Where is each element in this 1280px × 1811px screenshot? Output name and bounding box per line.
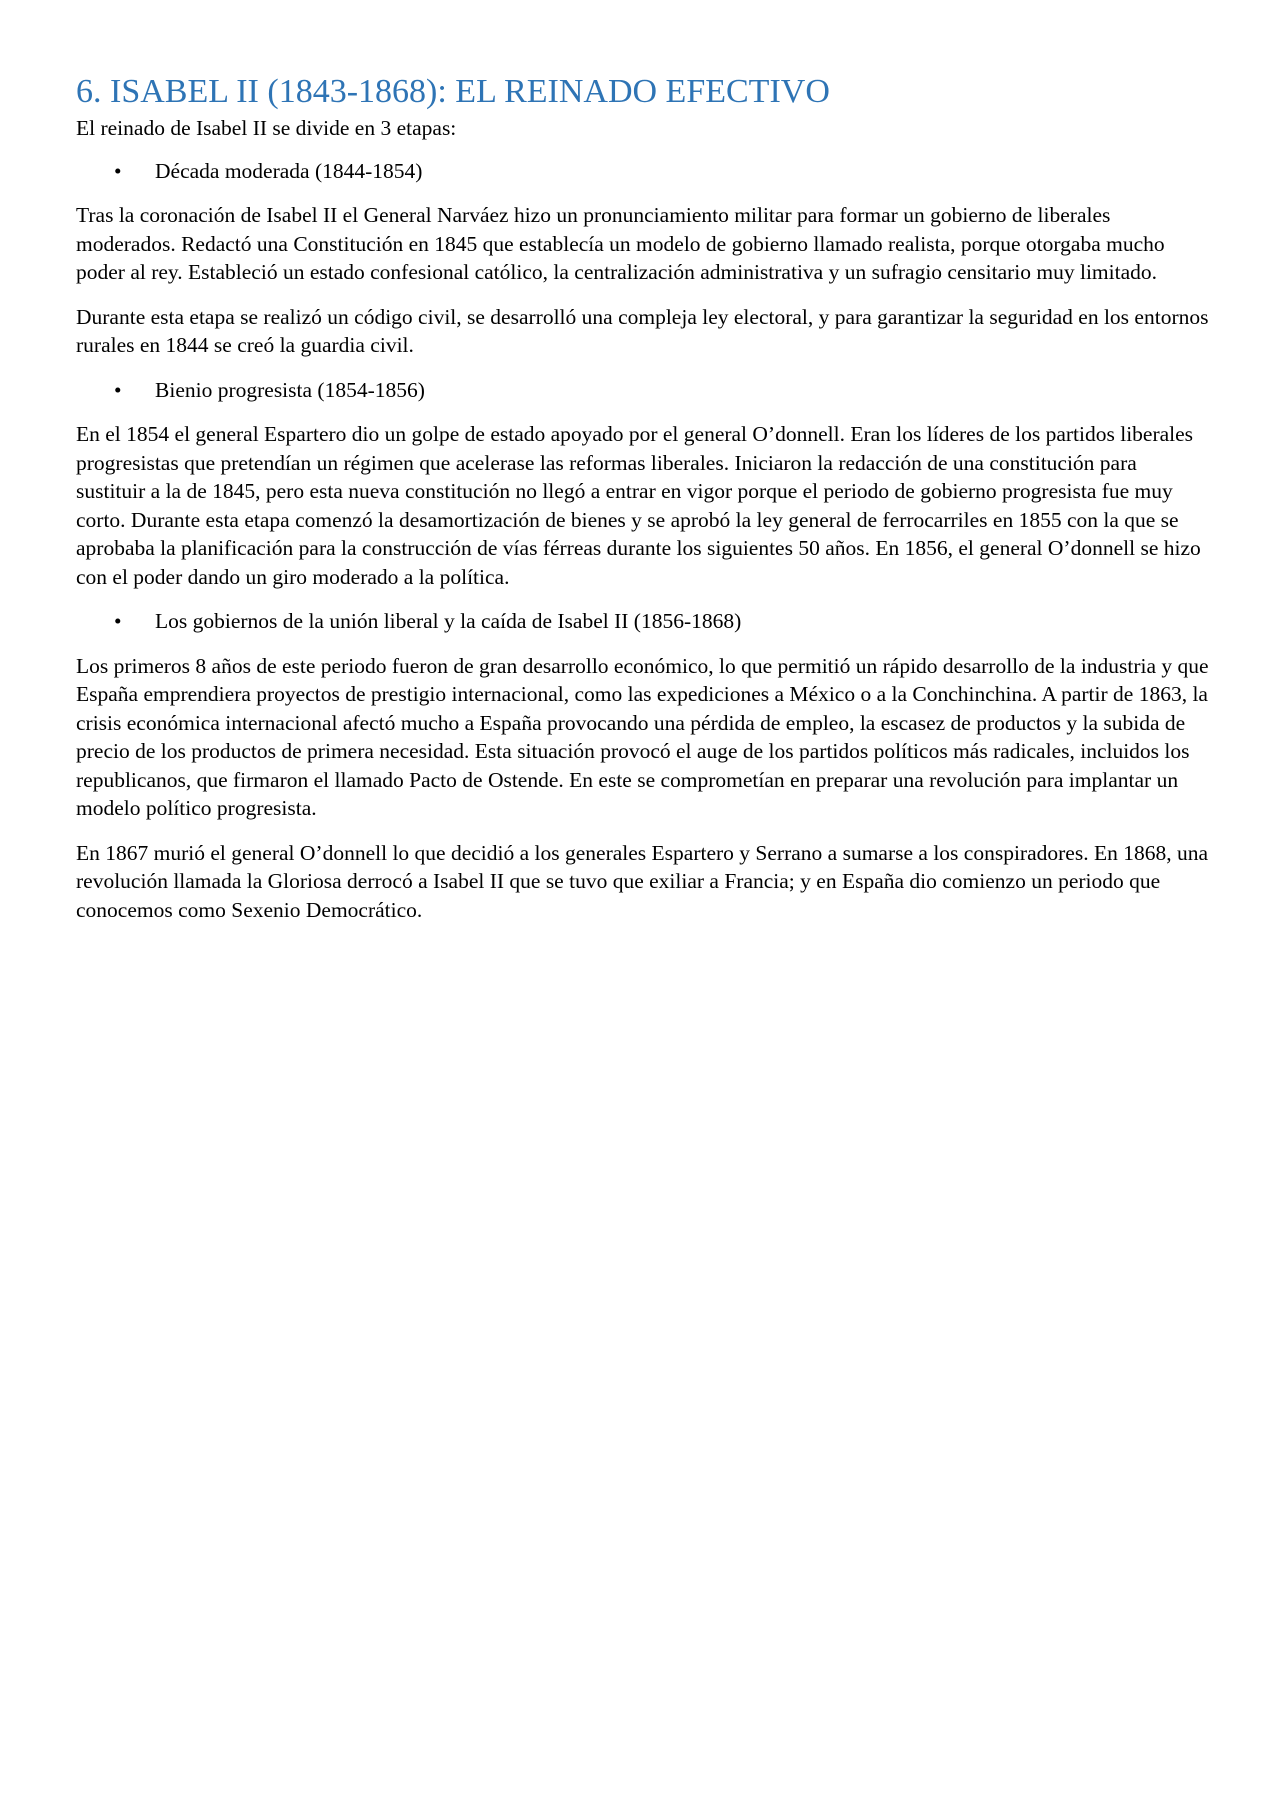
section-heading-label: Los gobiernos de la unión liberal y la caída de Isabel II (1856-1868): [155, 609, 742, 633]
section-heading-label: Década moderada (1844-1854): [155, 158, 423, 183]
paragraph: Durante esta etapa se realizó un código civil, se desarrolló una compleja ley electoral, y para garantizar la seguridad en los entornos rurales en 1844 se creó la guardia civil.: [76, 304, 1209, 357]
bullet-icon: •: [114, 377, 122, 402]
section-heading-bienio-progresista: [76, 376, 1211, 405]
paragraph: Tras la coronación de Isabel II el General Narváez hizo un pronunciamiento militar para formar un gobierno de liberales moderados. Redactó una Constitución en 1845 que establecía un modelo de gobierno llamado realista, porque otorgaba mucho poder al rey. Estableció un estado confesional católico, la centralización administrativa y un sufragio censitario muy limitado.: [76, 203, 1165, 284]
page-title: 6. ISABEL II (1843-1868): EL REINADO EFECTIVO: [76, 73, 830, 110]
section-heading-label: Bienio progresista (1854-1856): [155, 377, 425, 402]
paragraph: En el 1854 el general Espartero dio un golpe de estado apoyado por el general O’donnell. Eran los líderes de los partidos liberales progresistas que pretendían un régimen que acelerase las reformas liberales. Iniciaron la redacción de una constitución para sustituir a la de 1845, pero esta nueva constitución no llegó a entrar en vigor porque el periodo de gobierno progresista fue muy corto. Durante esta etapa comenzó la desamortización de bienes y se aprobó la ley general de ferrocarriles en 1855 con la que se aprobaba la planificación para la construcción de vías férreas durante los siguientes 50 años. En 1856, el general O’donnell se hizo con el poder dando un giro moderado a la política.: [76, 422, 1201, 589]
paragraph: En 1867 murió el general O’donnell lo que decidió a los generales Espartero y Serrano a sumarse a los conspiradores. En 1868, una revolución llamada la Gloriosa derrocó a Isabel II que se tuvo que exiliar a Francia; y en España dio comienzo un periodo que conocemos como Sexenio Democrático.: [76, 840, 1208, 922]
bullet-icon: •: [114, 158, 122, 183]
bullet-icon: •: [114, 609, 122, 633]
section-heading-union-liberal: [76, 607, 1211, 636]
intro-paragraph: El reinado de Isabel II se divide en 3 etapas:: [76, 116, 457, 140]
section-heading-decada-moderada: [76, 157, 1211, 186]
paragraph: Los primeros 8 años de este periodo fueron de gran desarrollo económico, lo que permitió un rápido desarrollo de la industria y que España emprendiera proyectos de prestigio internacional, como las expediciones a México o a la Conchinchina. A partir de 1863, la crisis económica internacional afectó mucho a España provocando una pérdida de empleo, la escasez de productos y la subida de precio de los productos de primera necesidad. Esta situación provocó el auge de los partidos políticos más radicales, incluidos los republicanos, que firmaron el llamado Pacto de Ostende. En este se comprometían en preparar una revolución para implantar un modelo político progresista.: [76, 653, 1209, 820]
document-page: [76, 72, 1211, 940]
